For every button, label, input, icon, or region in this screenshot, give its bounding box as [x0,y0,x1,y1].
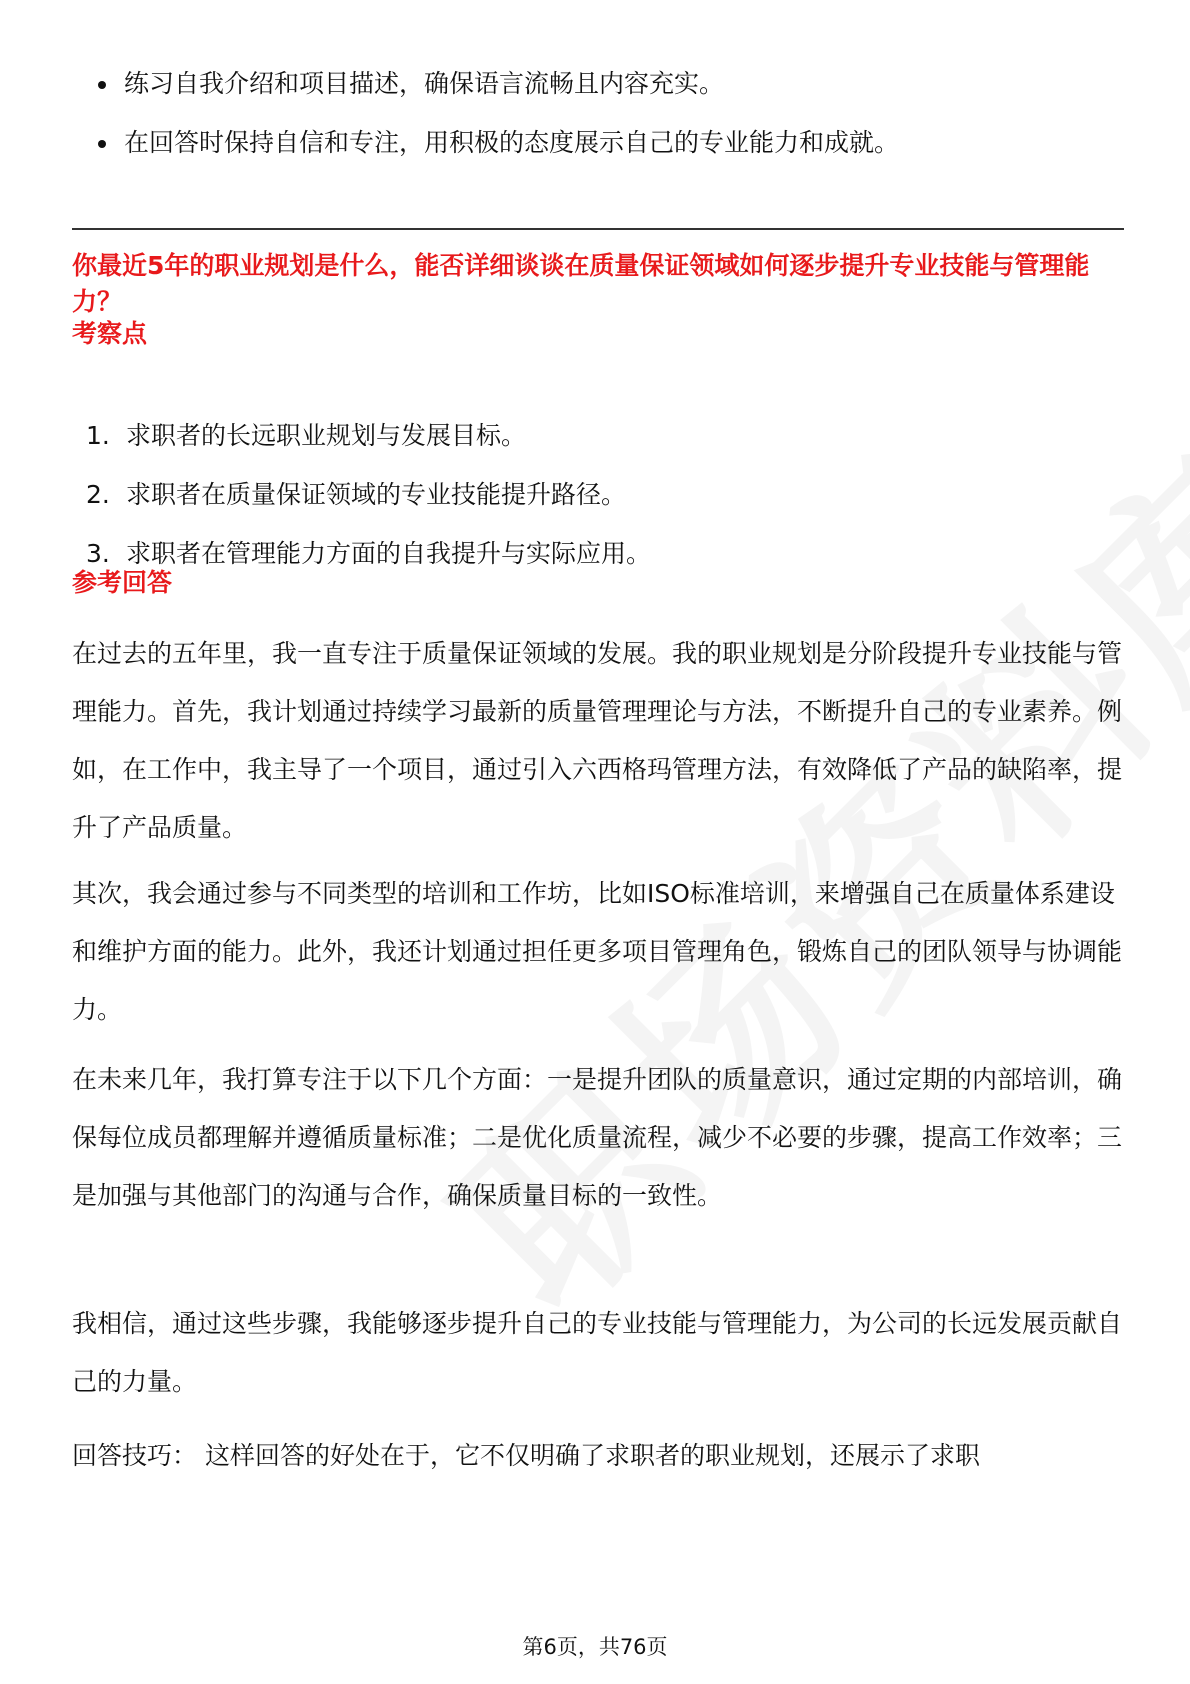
answer-tips: 回答技巧： 这样回答的好处在于，它不仅明确了求职者的职业规划，还展示了求职 [72,1441,980,1470]
answer-paragraph: 我相信，通过这些步骤，我能够逐步提升自己的专业技能与管理能力，为公司的长远发展贡献自己的力量。 [72,1309,1123,1396]
answer-paragraph: 其次，我会通过参与不同类型的培训和工作坊，比如ISO标准培训，来增强自己在质量体系建设和维护方面的能力。此外，我还计划通过担任更多项目管理角色，锻炼自己的团队领导与协调能力。 [72,879,1123,1024]
list-item [72,477,1122,513]
answer-heading: 参考回答 [72,568,173,597]
tips-list [72,66,1122,184]
list-item-text: 求职者在管理能力方面的自我提升与实际应用。 [126,539,652,568]
answer-paragraph: 在过去的五年里，我一直专注于质量保证领域的发展。我的职业规划是分阶段提升专业技能与管理能力。首先，我计划通过持续学习最新的质量管理理论与方法，不断提升自己的专业素养。例如，在工作中，我主导了一个项目，通过引入六西格玛管理方法，有效降低了产品的缺陷率，提升了产品质量。 [72,639,1123,842]
section-divider [72,228,1124,230]
list-item-text: 求职者在质量保证领域的专业技能提升路径。 [126,480,627,509]
page-number: 第6页，共76页 [522,1635,668,1659]
focus-heading: 考察点 [72,319,148,348]
list-item: 练习自我介绍和项目描述，确保语言流畅且内容充实。 [72,66,1122,102]
interview-question: 你最近5年的职业规划是什么，能否详细谈谈在质量保证领域如何逐步提升专业技能与管理能力？ [72,251,1090,316]
answer-paragraph: 在未来几年，我打算专注于以下几个方面：一是提升团队的质量意识，通过定期的内部培训，确保每位成员都理解并遵循质量标准；二是优化质量流程，减少不必要的步骤，提高工作效率；三是加强与其他部门的沟通与合作，确保质量目标的一致性。 [72,1065,1123,1210]
list-item [72,536,1122,572]
list-number: 3. [86,539,110,568]
list-item: 在回答时保持自信和专注，用积极的态度展示自己的专业能力和成就。 [72,125,1122,161]
list-number: 2. [86,480,110,509]
focus-points-list [72,418,1122,595]
list-number: 1. [86,421,110,450]
list-item-text: 求职者的长远职业规划与发展目标。 [126,421,527,450]
list-item [72,418,1122,454]
